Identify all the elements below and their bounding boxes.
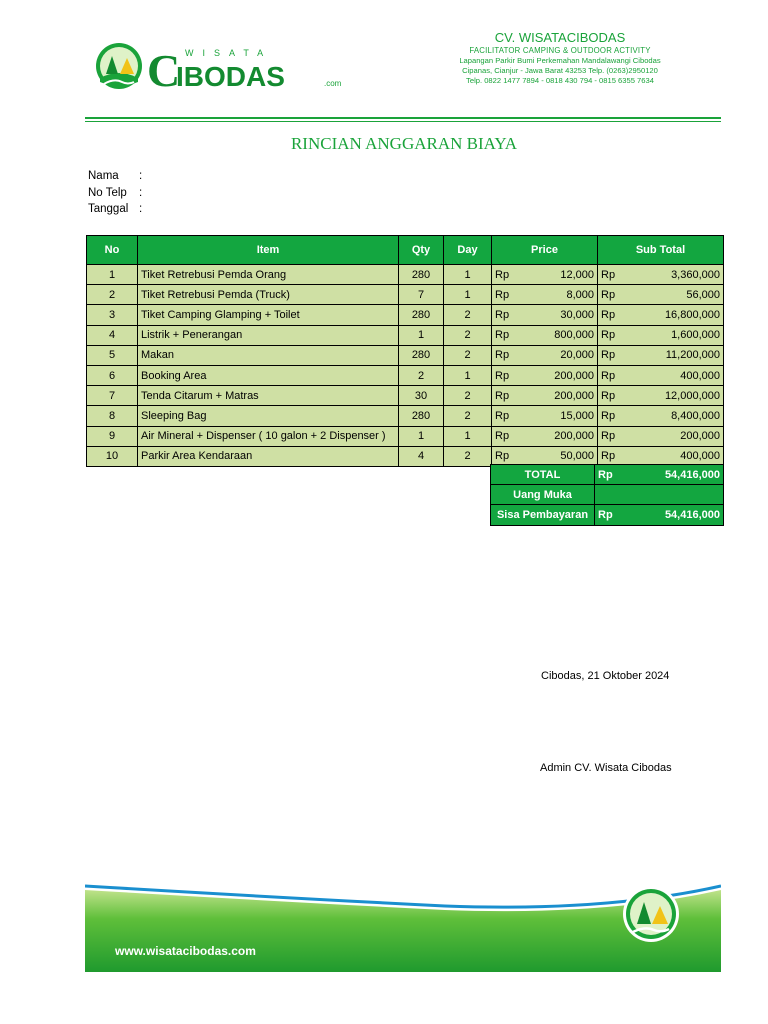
budget-table: [86, 235, 724, 467]
svg-text:WISATA: WISATA: [185, 48, 273, 58]
col-price: Price: [492, 236, 598, 265]
row-qty: 280: [399, 345, 444, 365]
row-price: 200,000: [524, 386, 597, 406]
customer-info: [88, 170, 142, 220]
row-no: 1: [87, 265, 138, 285]
table-row: [87, 386, 724, 406]
row-qty: 1: [399, 325, 444, 345]
svg-text:.com: .com: [324, 79, 342, 88]
row-qty: 2: [399, 365, 444, 385]
row-item: Tiket Retrebusi Pemda (Truck): [138, 285, 399, 305]
row-price-currency: Rp: [492, 305, 525, 325]
company-address-1: Lapangan Parkir Bumi Perkemahan Mandalawangi Cibodas: [459, 56, 661, 65]
row-no: 7: [87, 386, 138, 406]
info-row-phone: No Telp :: [88, 186, 143, 199]
table-row: [87, 365, 724, 385]
balance-value: 54,416,000: [623, 505, 724, 525]
col-no: No: [87, 236, 138, 265]
row-price-currency: Rp: [492, 365, 525, 385]
row-price: 15,000: [524, 406, 597, 426]
tree-badge-icon: [96, 43, 142, 89]
summary-dp-row: [491, 485, 724, 505]
row-item: Air Mineral + Dispenser ( 10 galon + 2 Dispenser ): [138, 426, 399, 446]
summary-balance-row: [491, 505, 724, 525]
row-subtotal-currency: Rp: [598, 386, 630, 406]
balance-label: Sisa Pembayaran: [491, 505, 595, 525]
row-price: 12,000: [524, 265, 597, 285]
row-no: 5: [87, 345, 138, 365]
table-row: [87, 345, 724, 365]
company-logo: [92, 38, 362, 94]
row-qty: 7: [399, 285, 444, 305]
row-price-currency: Rp: [492, 325, 525, 345]
row-subtotal: 400,000: [629, 446, 723, 466]
row-subtotal: 400,000: [629, 365, 723, 385]
col-day: Day: [444, 236, 492, 265]
tree-badge-icon: [623, 886, 679, 942]
company-phones: Telp. 0822 1477 7894 - 0818 430 794 - 0815 6355 7634: [466, 76, 654, 85]
row-qty: 1: [399, 426, 444, 446]
row-price-currency: Rp: [492, 265, 525, 285]
row-subtotal: 8,400,000: [629, 406, 723, 426]
row-subtotal: 200,000: [629, 426, 723, 446]
row-no: 6: [87, 365, 138, 385]
row-no: 3: [87, 305, 138, 325]
footer-banner: [85, 880, 721, 972]
row-no: 4: [87, 325, 138, 345]
total-value: 54,416,000: [623, 465, 724, 485]
dp-currency: [595, 485, 624, 505]
row-subtotal-currency: Rp: [598, 265, 630, 285]
row-price: 30,000: [524, 305, 597, 325]
table-row: [87, 285, 724, 305]
dp-label: Uang Muka: [491, 485, 595, 505]
row-item: Tiket Retrebusi Pemda Orang: [138, 265, 399, 285]
row-subtotal-currency: Rp: [598, 365, 630, 385]
table-row: [87, 305, 724, 325]
row-no: 9: [87, 426, 138, 446]
row-day: 1: [444, 365, 492, 385]
document-title: RINCIAN ANGGARAN BIAYA: [290, 134, 518, 153]
row-price-currency: Rp: [492, 426, 525, 446]
row-item: Sleeping Bag: [138, 406, 399, 426]
row-price-currency: Rp: [492, 345, 525, 365]
signature-name: Admin CV. Wisata Cibodas: [540, 762, 672, 774]
row-price: 20,000: [524, 345, 597, 365]
row-qty: 280: [399, 406, 444, 426]
table-row: [87, 406, 724, 426]
row-subtotal-currency: Rp: [598, 345, 630, 365]
header-divider: [85, 117, 721, 119]
table-row: [87, 265, 724, 285]
row-item: Tenda Citarum + Matras: [138, 386, 399, 406]
footer-website: www.wisatacibodas.com: [115, 944, 256, 958]
row-qty: 280: [399, 305, 444, 325]
info-row-name: Nama :: [88, 170, 143, 182]
row-no: 8: [87, 406, 138, 426]
row-price-currency: Rp: [492, 406, 525, 426]
row-subtotal: 1,600,000: [629, 325, 723, 345]
row-item: Parkir Area Kendaraan: [138, 446, 399, 466]
row-subtotal: 3,360,000: [629, 265, 723, 285]
row-subtotal-currency: Rp: [598, 426, 630, 446]
row-subtotal: 12,000,000: [629, 386, 723, 406]
row-subtotal-currency: Rp: [598, 446, 630, 466]
company-address-2: Cipanas, Cianjur - Jawa Barat 43253 Telp. (0263)2950120: [462, 66, 658, 75]
row-price-currency: Rp: [492, 285, 525, 305]
svg-text:IBODAS: IBODAS: [176, 61, 285, 92]
row-price: 200,000: [524, 426, 597, 446]
row-price: 800,000: [524, 325, 597, 345]
col-item: Item: [138, 236, 399, 265]
row-qty: 30: [399, 386, 444, 406]
row-subtotal-currency: Rp: [598, 305, 630, 325]
company-name: CV. WISATACIBODAS: [494, 30, 626, 45]
row-day: 2: [444, 386, 492, 406]
row-subtotal: 11,200,000: [629, 345, 723, 365]
row-no: 10: [87, 446, 138, 466]
row-price: 200,000: [524, 365, 597, 385]
info-row-date: Tanggal :: [88, 203, 143, 215]
summary-table: [490, 464, 724, 526]
col-qty: Qty: [399, 236, 444, 265]
row-subtotal: 56,000: [629, 285, 723, 305]
row-day: 2: [444, 345, 492, 365]
signature-date: Cibodas, 21 Oktober 2024: [541, 670, 670, 682]
header-divider-thin: [85, 121, 721, 122]
row-day: 2: [444, 325, 492, 345]
row-item: Listrik + Penerangan: [138, 325, 399, 345]
row-qty: 4: [399, 446, 444, 466]
row-qty: 280: [399, 265, 444, 285]
row-price: 50,000: [524, 446, 597, 466]
row-no: 2: [87, 285, 138, 305]
total-label: TOTAL: [491, 465, 595, 485]
row-item: Tiket Camping Glamping + Toilet: [138, 305, 399, 325]
row-subtotal-currency: Rp: [598, 406, 630, 426]
summary-total-row: [491, 465, 724, 485]
row-subtotal: 16,800,000: [629, 305, 723, 325]
balance-currency: Rp: [595, 505, 624, 525]
table-row: [87, 426, 724, 446]
row-price-currency: Rp: [492, 386, 525, 406]
row-day: 2: [444, 446, 492, 466]
total-currency: Rp: [595, 465, 624, 485]
row-price-currency: Rp: [492, 446, 525, 466]
row-day: 1: [444, 426, 492, 446]
row-day: 2: [444, 305, 492, 325]
row-subtotal-currency: Rp: [598, 285, 630, 305]
col-subtotal: Sub Total: [598, 236, 724, 265]
dp-value: [623, 485, 724, 505]
row-price: 8,000: [524, 285, 597, 305]
row-item: Booking Area: [138, 365, 399, 385]
company-tagline: FACILITATOR CAMPING & OUTDOOR ACTIVITY: [469, 46, 651, 55]
row-subtotal-currency: Rp: [598, 325, 630, 345]
row-day: 1: [444, 265, 492, 285]
table-row: [87, 325, 724, 345]
row-item: Makan: [138, 345, 399, 365]
table-header-row: [87, 236, 724, 265]
svg-text:C: C: [147, 45, 181, 94]
row-day: 2: [444, 406, 492, 426]
row-day: 1: [444, 285, 492, 305]
company-info: [410, 30, 710, 86]
